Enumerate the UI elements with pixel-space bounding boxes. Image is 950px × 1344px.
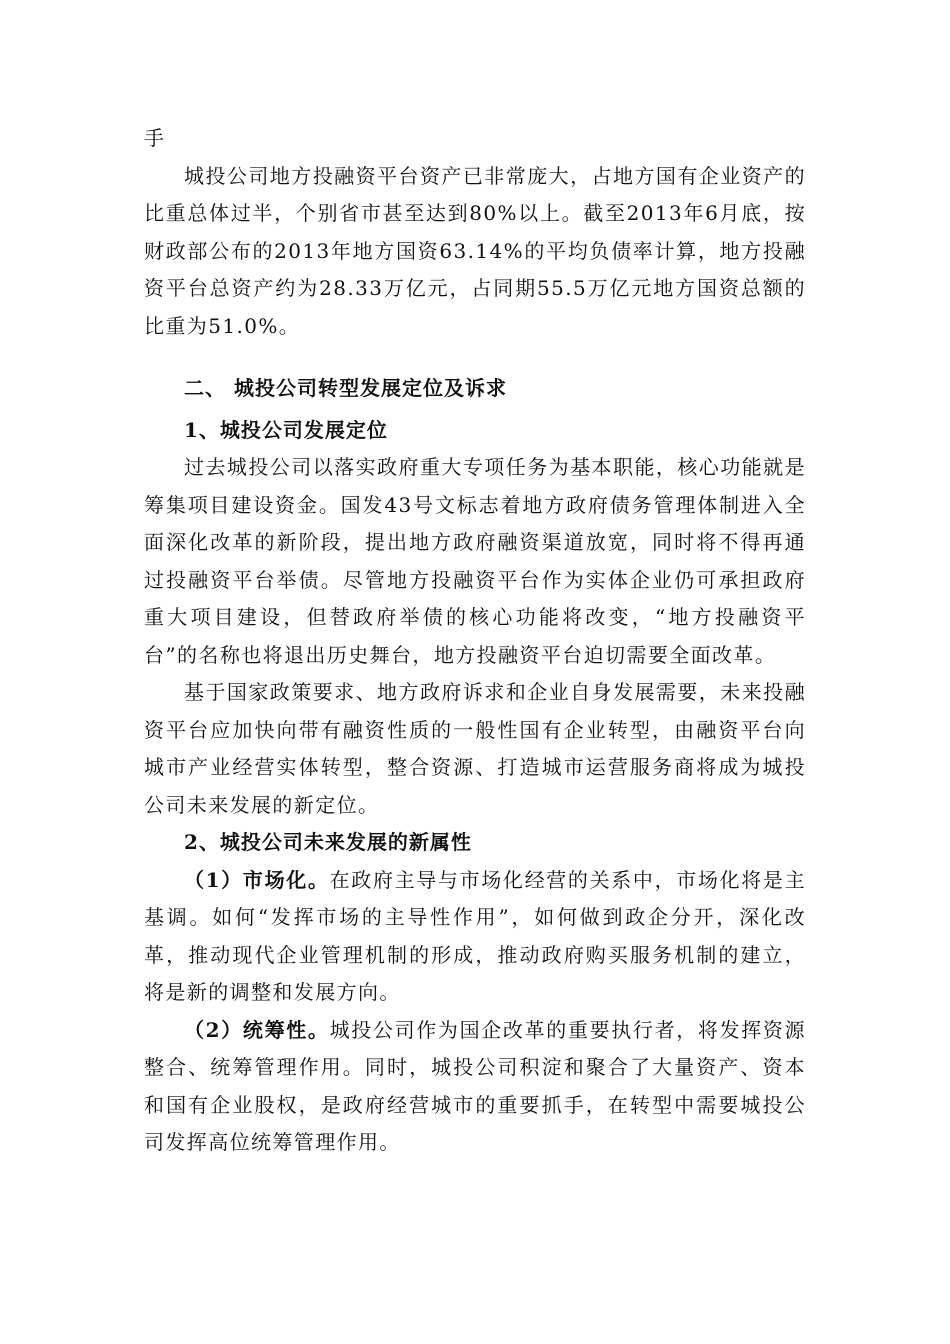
coordination-lead: （2）统筹性。	[184, 1017, 330, 1042]
paragraph-continuation: 手	[144, 126, 166, 150]
section-heading: 二、 城投公司转型发展定位及诉求	[184, 376, 507, 400]
paragraph-assets: 城投公司地方投融资平台资产已非常庞大，占地方国有企业资产的比重总体过半，个别省市甚至达到80%以上。截至2013年6月底，按财政部公布的2013年地方国资63.14%的平均负债率计算，地方投融资平台总资产约为28.33万亿元，占同期55.5万亿元地方国资总额的比重为51.0%。	[144, 163, 806, 338]
paragraph-past-role: 过去城投公司以落实政府重大专项任务为基本职能，核心功能就是筹集项目建设资金。国发43号文标志着地方政府债务管理体制进入全面深化改革的新阶段，提出地方政府融资渠道放宽，同时将不得再通过投融资平台举债。尽管地方投融资平台作为实体企业仍可承担政府重大项目建设，但替政府举债的核心功能将改变，“地方投融资平台”的名称也将退出历史舞台，地方投融资平台迫切需要全面改革。	[144, 455, 806, 667]
document-page	[144, 120, 806, 1162]
paragraph-coordination	[144, 1012, 806, 1162]
paragraph-new-positioning: 基于国家政策要求、地方政府诉求和企业自身发展需要，未来投融资平台应加快向带有融资性质的一般性国有企业转型，由融资平台向城市产业经营实体转型，整合资源、打造城市运营服务商将成为城投公司未来发展的新定位。	[144, 680, 806, 817]
marketization-body: 在政府主导与市场化经营的关系中，市场化将是主基调。如何“发挥市场的主导性作用”，如何做到政企分开，深化改革，推动现代企业管理机制的形成，推动政府购买服务机制的建立，将是新的调整和发展方向。	[144, 867, 806, 1004]
subsection-heading-positioning: 1、城投公司发展定位	[184, 417, 388, 442]
paragraph-marketization	[144, 862, 806, 1012]
subsection-heading-attributes: 2、城投公司未来发展的新属性	[184, 830, 472, 854]
marketization-lead: （1）市场化。	[184, 867, 330, 892]
coordination-body: 城投公司作为国企改革的重要执行者，将发挥资源整合、统筹管理作用。同时，城投公司积淀和聚合了大量资产、资本和国有企业股权，是政府经营城市的重要抓手，在转型中需要城投公司发挥高位统筹管理作用。	[144, 1017, 806, 1154]
